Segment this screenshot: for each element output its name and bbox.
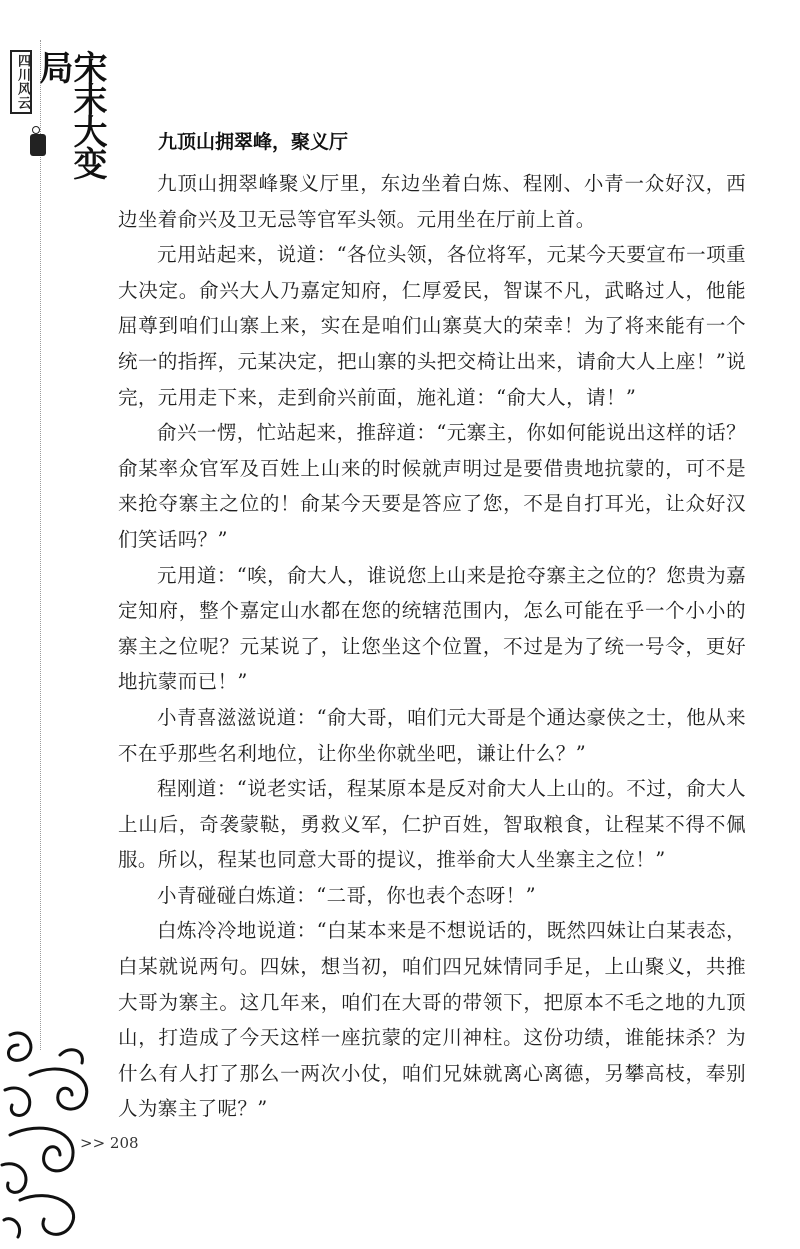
paragraph: 小青喜滋滋说道：“俞大哥，咱们元大哥是个通达豪侠之士，他从来不在乎那些名利地位，让你坐你就坐吧，谦让什么？” (118, 705, 746, 765)
paragraph: 元用道：“唉，俞大人，谁说您上山来是抢夺寨主之位的？您贵为嘉定知府，整个嘉定山水都在您的统辖范围内，怎么可能在乎一个小小的寨主之位呢？元某说了，让您坐这个位置，不过是为了统一号令，更好地抗蒙而已！” (118, 563, 746, 694)
book-title: 宋末大变局 (33, 50, 107, 178)
paragraph: 九顶山拥翠峰聚义厅里，东边坐着白炼、程刚、小青一众好汉，西边坐着俞兴及卫无忌等官军头领。元用坐在厅前上首。 (118, 172, 746, 231)
paragraph: 元用站起来，说道：“各位头领，各位将军，元某今天要宣布一项重大决定。俞兴大人乃嘉定知府，仁厚爱民，智谋不凡，武略过人，他能屈尊到咱们山寨上来，实在是咱们山寨莫大的荣幸！为了将来能有一个统一的指挥，元某决定，把山寨的头把交椅让出来，请俞大人上座！”说完，元用走下来，走到俞兴前面，施礼道：“俞大人，请！” (118, 243, 746, 409)
paragraph: 程刚道：“说老实话，程某原本是反对俞大人上山的。不过，俞大人上山后，奇袭蒙鞑，勇救义军，仁护百姓，智取粮食，让程某不得不佩服。所以，程某也同意大哥的提议，推举俞大人坐寨主之位！” (118, 777, 746, 872)
book-logo (10, 50, 110, 200)
page-number: >> 208 (80, 1134, 139, 1152)
paragraph: 俞兴一愣，忙站起来，推辞道：“元寨主，你如何能说出这样的话？俞某率众官军及百姓上山来的时候就声明过是要借贵地抗蒙的，可不是来抢夺寨主之位的！俞某今天要是答应了您，不是自打耳光，让众好汉们笑话吗？” (118, 421, 746, 551)
seal-dot-icon (32, 126, 40, 134)
paragraph: 白炼冷冷地说道：“白某本来是不想说话的，既然四妹让白某表态，白某就说两句。四妹，想当初，咱们四兄妹情同手足，上山聚义，共推大哥为寨主。这几年来，咱们在大哥的带领下，把原本不毛之地的九顶山，打造成了今天这样一座抗蒙的定川神柱。这份功绩，谁能抹杀？为什么有人打了那么一两次小仗，咱们兄妹就离心离德，另攀高枝，奉别人为寨主了呢？” (118, 919, 746, 1121)
cloud-ornament-icon (0, 1015, 120, 1249)
section-heading: 九顶山拥翠峰，聚义厅 (158, 131, 349, 153)
series-label: 四川风云 (10, 50, 32, 114)
page-content (118, 120, 746, 1127)
paragraph: 小青碰碰白炼道：“二哥，你也表个态呀！” (157, 883, 536, 907)
